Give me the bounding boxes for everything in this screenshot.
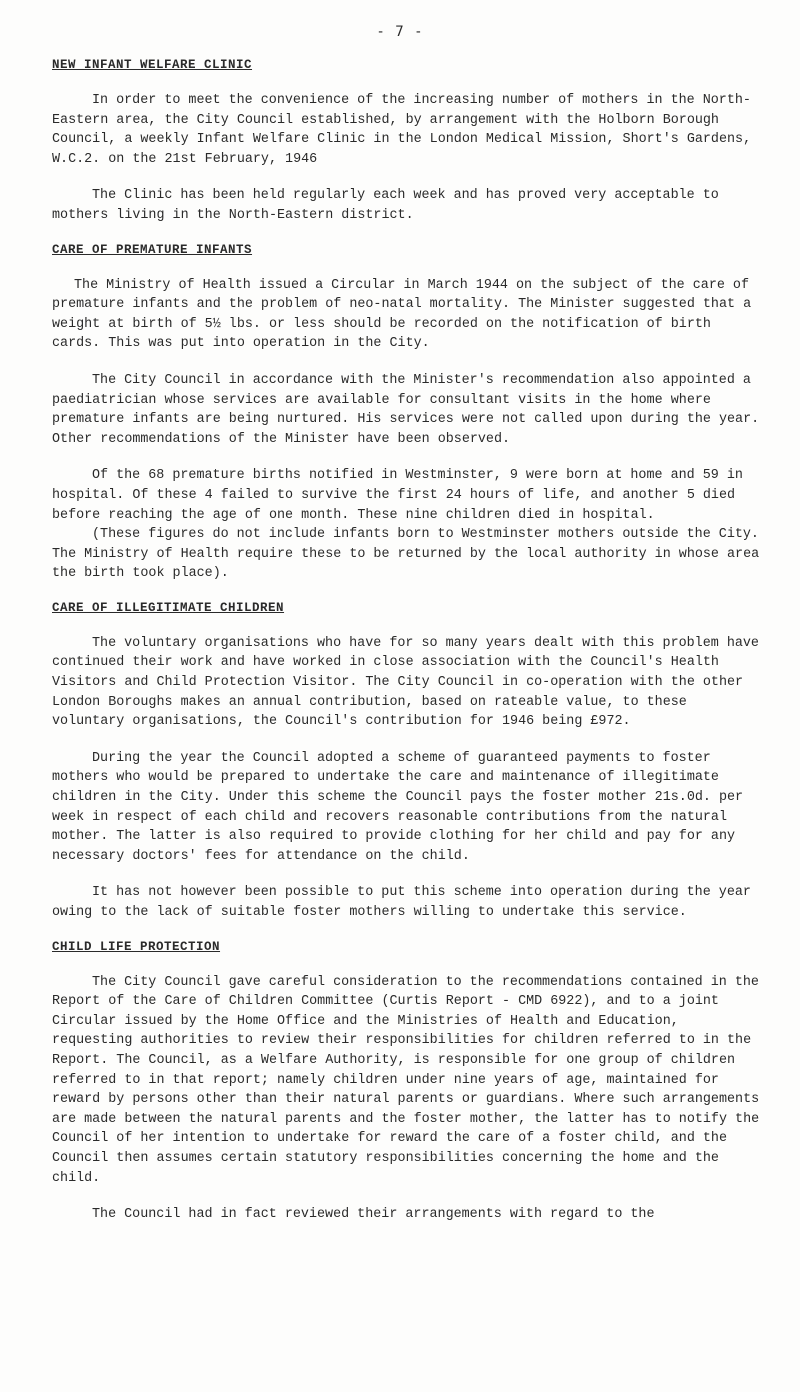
page-number: - 7 - (376, 24, 424, 40)
document-body (52, 58, 764, 1225)
paragraph: The voluntary organisations who have for so many years dealt with this problem have continued their work and have worked in close association with the Council's Health Visitors and Child Protection Visitor. The City Council in co-operation with the other London Boroughs makes an annual contribution, based on rateable value, to these voluntary organisations, the Council's contribution for 1946 being £972. (52, 635, 759, 730)
paragraph: The Clinic has been held regularly each week and has proved very acceptable to mothers living in the North-Eastern district. (52, 188, 719, 223)
paragraph: (These figures do not include infants born to Westminster mothers outside the City. The Ministry of Health require these to be returned by the local authority in whose area the birth took place). (52, 527, 760, 582)
paragraph: The City Council in accordance with the Minister's recommendation also appointed a paediatrician whose services are available for consultant visits in the home where premature infants are being nurtured. His services were not called upon during the year. Other recommendations of the Minister have been observed. (52, 372, 760, 447)
section-heading-child-life-protection: CHILD LIFE PROTECTION (52, 939, 221, 954)
paragraph: The Ministry of Health issued a Circular in March 1944 on the subject of the care of premature infants and the problem of neo-natal mortality. The Minister suggested that a weight at birth of 5½ lbs. or less should be recorded on the notification of birth cards. This was put into operation in the City. (52, 277, 752, 352)
paragraph: The City Council gave careful consideration to the recommendations contained in the Report of the Care of Children Committee (Curtis Report - CMD 6922), and to a joint Circular issued by the Home Office and the Ministries of Health and Education, requesting authorities to review their responsibilities for children referred to in the Report. The Council, as a Welfare Authority, is responsible for one group of children referred to in that report; namely children under nine years of age, maintained for reward by persons other than their natural parents or guardians. Where such arrangements are made between the natural parents and the foster mother, the latter has to notify the Council of her intention to undertake for reward the care of a foster child, and the Council then assumes certain statutory responsibilities concerning the home and the child. (52, 974, 760, 1186)
section-heading-premature-infants: CARE OF PREMATURE INFANTS (52, 242, 253, 257)
section-heading-illegitimate-children: CARE OF ILLEGITIMATE CHILDREN (52, 600, 285, 615)
paragraph: It has not however been possible to put this scheme into operation during the year owing to the lack of suitable foster mothers willing to undertake this service. (52, 885, 751, 920)
section-heading-welfare-clinic: NEW INFANT WELFARE CLINIC (52, 58, 253, 72)
paragraph: The Council had in fact reviewed their arrangements with regard to the (92, 1207, 655, 1223)
paragraph: During the year the Council adopted a scheme of guaranteed payments to foster mothers who would be prepared to undertake the care and maintenance of illegitimate children in the City. Under this scheme the Council pays the foster mother 21s.0d. per week in respect of each child and recovers reasonable contributions from the natural mother. The latter is also required to provide clothing for her child and pay for any necessary doctors' fees for attendance on the child. (52, 750, 744, 864)
paragraph: Of the 68 premature births notified in Westminster, 9 were born at home and 59 in hospital. Of these 4 failed to survive the first 24 hours of life, and another 5 died before reaching the age of one month. These nine children died in hospital. (52, 468, 743, 523)
paragraph: In order to meet the convenience of the increasing number of mothers in the North-Eastern area, the City Council established, by arrangement with the Holborn Borough Council, a weekly Infant Welfare Clinic in the London Medical Mission, Short's Gardens, W.C.2. on the 21st February, 1946 (52, 93, 752, 167)
